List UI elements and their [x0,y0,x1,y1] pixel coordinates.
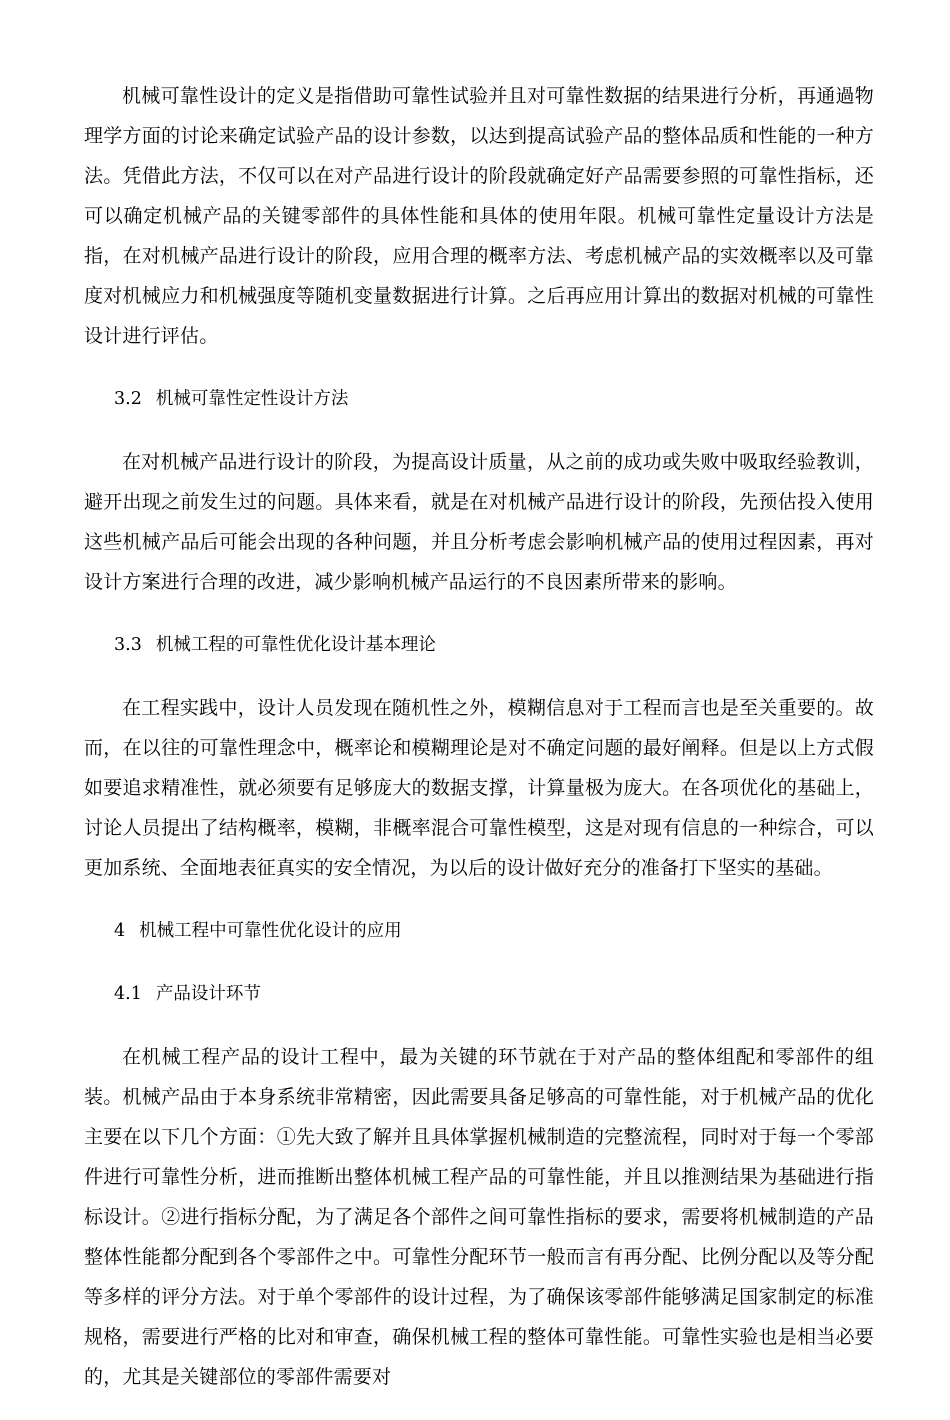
section-title: 机械工程的可靠性优化设计基本理论 [155,635,436,655]
section-heading-4-1 [84,974,874,1014]
section-number: 3.2 [114,389,142,409]
paragraph-product-design: 在机械工程产品的设计工程中，最为关键的环节就在于对产品的整体组配和零部件的组装。机械产品由于本身系统非常精密，因此需要具备足够高的可靠性能，对于机械产品的优化主要在以下几个方面：①先大致了解并且具体掌握机械制造的完整流程，同时对于每一个零部件进行可靠性分析，进而推断出整体机械工程产品的可靠性能，并且以推测结果为基础进行指标设计。②进行指标分配，为了满足各个部件之间可靠性指标的要求，需要将机械制造的产品整体性能都分配到各个零部件之中。可靠性分配环节一般而言有再分配、比例分配以及等分配等多样的评分方法。对于单个零部件的设计过程，为了确保该零部件能够满足国家制定的标准规格，需要进行严格的比对和审查，确保机械工程的整体可靠性能。可靠性实验也是相当必要的，尤其是关键部位的零部件需要对 [84,1046,874,1388]
section-heading-3-3 [84,625,874,665]
section-title: 机械可靠性定性设计方法 [155,389,349,409]
paragraph-reliability-definition: 机械可靠性设计的定义是指借助可靠性试验并且对可靠性数据的结果进行分析，再通過物理学方面的讨论来确定试验产品的设计参数，以达到提高试验产品的整体品质和性能的一种方法。凭借此方法，不仅可以在对产品进行设计的阶段就确定好产品需要参照的可靠性指标，还可以确定机械产品的关键零部件的具体性能和具体的使用年限。机械可靠性定量设计方法是指，在对机械产品进行设计的阶段，应用合理的概率方法、考虑机械产品的实效概率以及可靠度对机械应力和机械强度等随机变量数据进行计算。之后再应用计算出的数据对机械的可靠性设计进行评估。 [84,85,874,347]
section-number: 4 [114,921,126,941]
paragraph-qualitative-design: 在对机械产品进行设计的阶段，为提高设计质量，从之前的成功或失败中吸取经验教训，避开出现之前发生过的问题。具体来看，就是在对机械产品进行设计的阶段，先预估投入使用这些机械产品后可能会出现的各种问题，并且分析考虑会影响机械产品的使用过程因素，再对设计方案进行合理的改进，减少影响机械产品运行的不良因素所带来的影响。 [84,451,874,593]
section-number: 4.1 [114,984,142,1004]
section-title: 机械工程中可靠性优化设计的应用 [139,921,402,941]
document-page [84,76,874,1420]
section-heading-4 [84,911,874,951]
section-number: 3.3 [114,635,142,655]
paragraph-optimization-theory: 在工程实践中，设计人员发现在随机性之外，模糊信息对于工程而言也是至关重要的。故而，在以往的可靠性理念中，概率论和模糊理论是对不确定问题的最好阐释。但是以上方式假如要追求精准性，就必须要有足够庞大的数据支撑，计算量极为庞大。在各项优化的基础上，讨论人员提出了结构概率，模糊，非概率混合可靠性模型，这是对现有信息的一种综合，可以更加系统、全面地表征真实的安全情况，为以后的设计做好充分的准备打下坚实的基础。 [84,697,874,879]
section-title: 产品设计环节 [155,984,261,1004]
section-heading-3-2 [84,379,874,419]
